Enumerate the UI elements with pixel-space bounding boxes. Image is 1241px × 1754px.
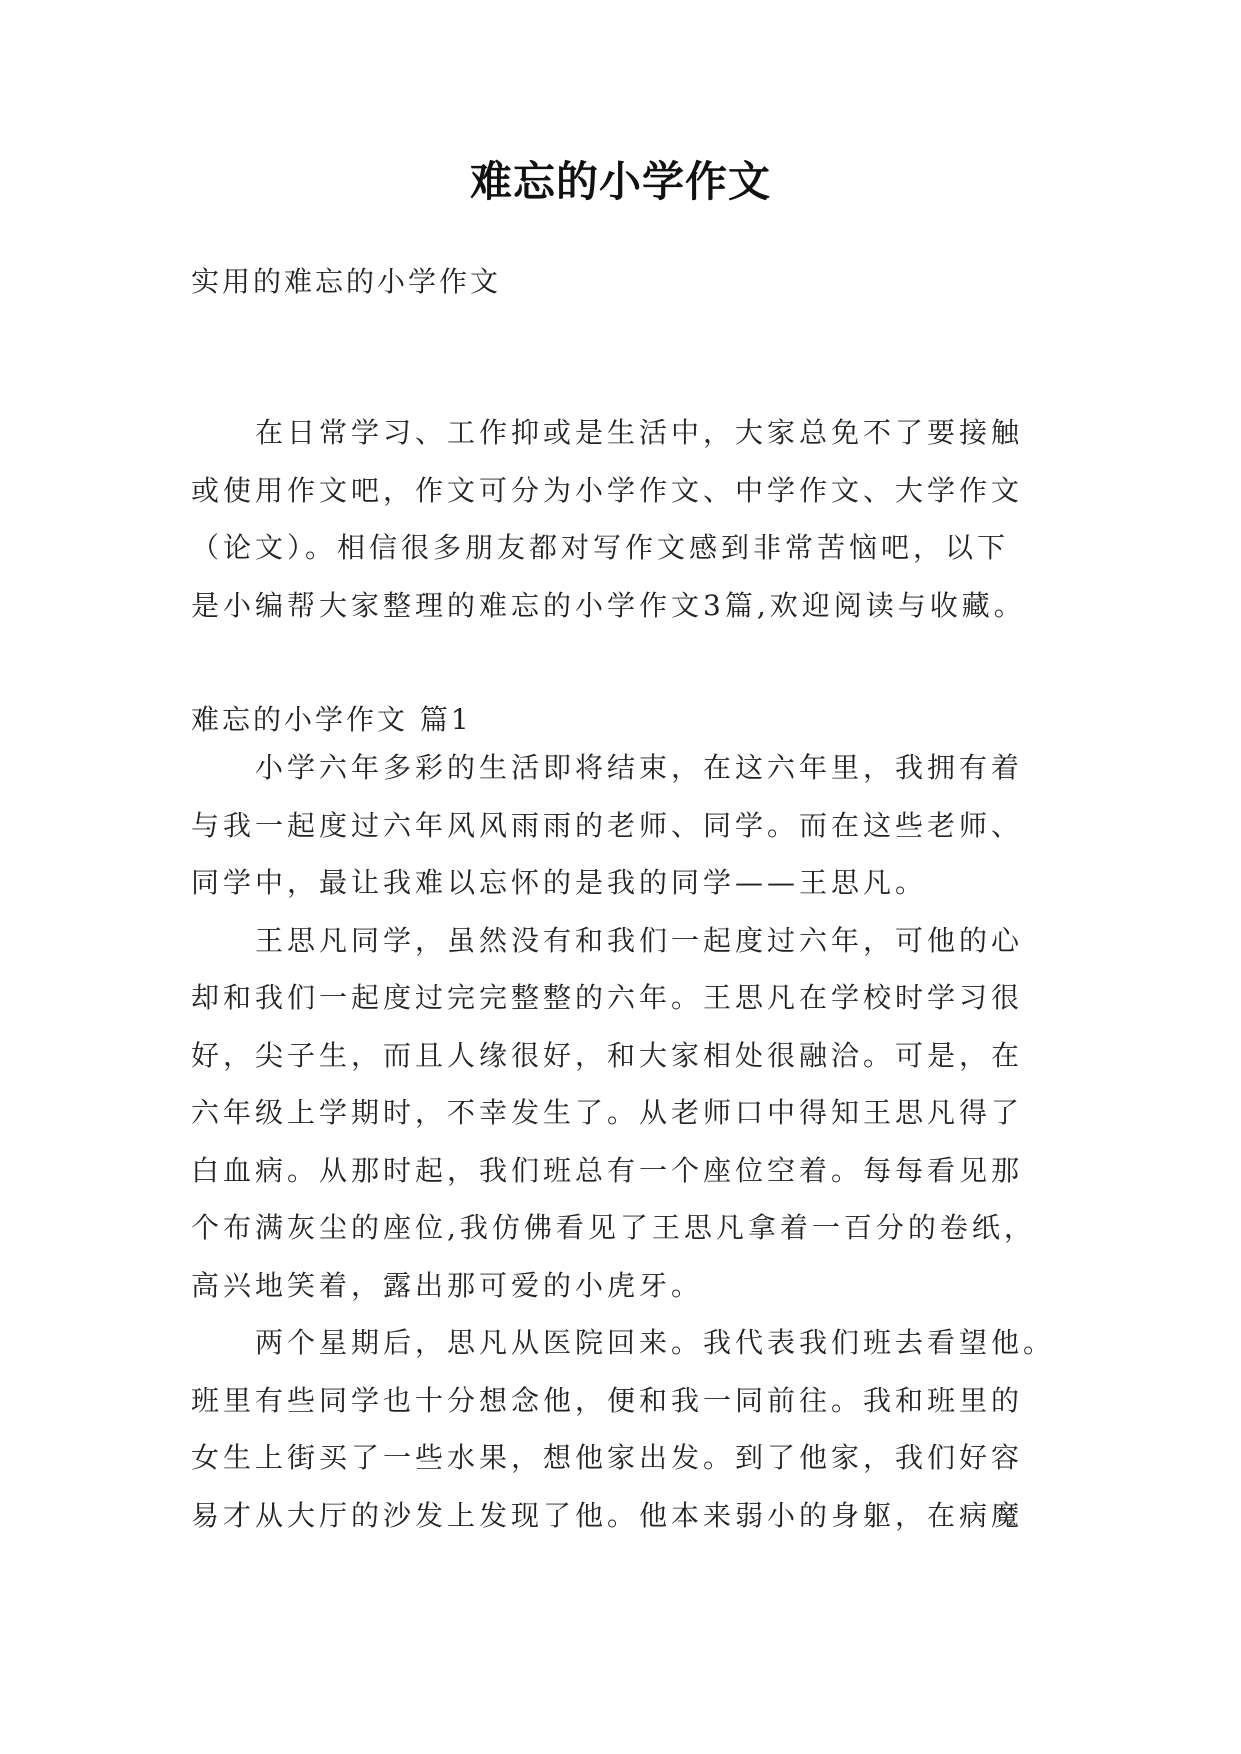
body-line: 好，尖子生，而且人缘很好，和大家相处很融洽。可是，在 bbox=[191, 1038, 1024, 1072]
body-line: 高兴地笑着，露出那可爱的小虎牙。 bbox=[191, 1268, 704, 1302]
document-title: 难忘的小学作文 bbox=[469, 157, 771, 206]
body-line: 小学六年多彩的生活即将结束，在这六年里，我拥有着 bbox=[255, 751, 1024, 784]
body-line: 个布满灰尘的座位,我仿佛看见了王思凡拿着一百分的卷纸， bbox=[191, 1211, 1036, 1244]
body-line: 六年级上学期时，不幸发生了。从老师口中得知王思凡得了 bbox=[191, 1096, 1024, 1129]
body-line: 同学中，最让我难以忘怀的是我的同学——王思凡。 bbox=[191, 866, 928, 899]
body-line: 易才从大厅的沙发上发现了他。他本来弱小的身躯，在病魔 bbox=[191, 1498, 1024, 1532]
body-line: 女生上街买了一些水果，想他家出发。到了他家，我们好容 bbox=[191, 1441, 1024, 1474]
intro-line: 或使用作文吧，作文可分为小学作文、中学作文、大学作文 bbox=[191, 473, 1024, 507]
intro-line: 是小编帮大家整理的难忘的小学作文3篇,欢迎阅读与收藏。 bbox=[191, 588, 1026, 622]
intro-line: （论文）。相信很多朋友都对写作文感到非常苦恼吧，以下 bbox=[191, 531, 1010, 564]
essay-body bbox=[191, 739, 1071, 1544]
body-line: 两个星期后，思凡从医院回来。我代表我们班去看望他。 bbox=[255, 1326, 1056, 1359]
body-line: 王思凡同学，虽然没有和我们一起度过六年，可他的心 bbox=[255, 923, 1024, 957]
document-subtitle: 实用的难忘的小学作文 bbox=[191, 265, 502, 298]
intro-line: 在日常学习、工作抑或是生活中，大家总免不了要接触 bbox=[255, 416, 1024, 449]
body-line: 班里有些同学也十分想念他，便和我一同前往。我和班里的 bbox=[191, 1383, 1024, 1417]
body-line: 却和我们一起度过完完整整的六年。王思凡在学校时学习很 bbox=[191, 981, 1024, 1014]
intro-paragraph bbox=[191, 404, 1071, 634]
body-line: 白血病。从那时起，我们班总有一个座位空着。每每看见那 bbox=[191, 1153, 1024, 1187]
body-line: 与我一起度过六年风风雨雨的老师、同学。而在这些老师、 bbox=[191, 808, 1024, 842]
section-heading: 难忘的小学作文 篇1 bbox=[191, 703, 472, 736]
